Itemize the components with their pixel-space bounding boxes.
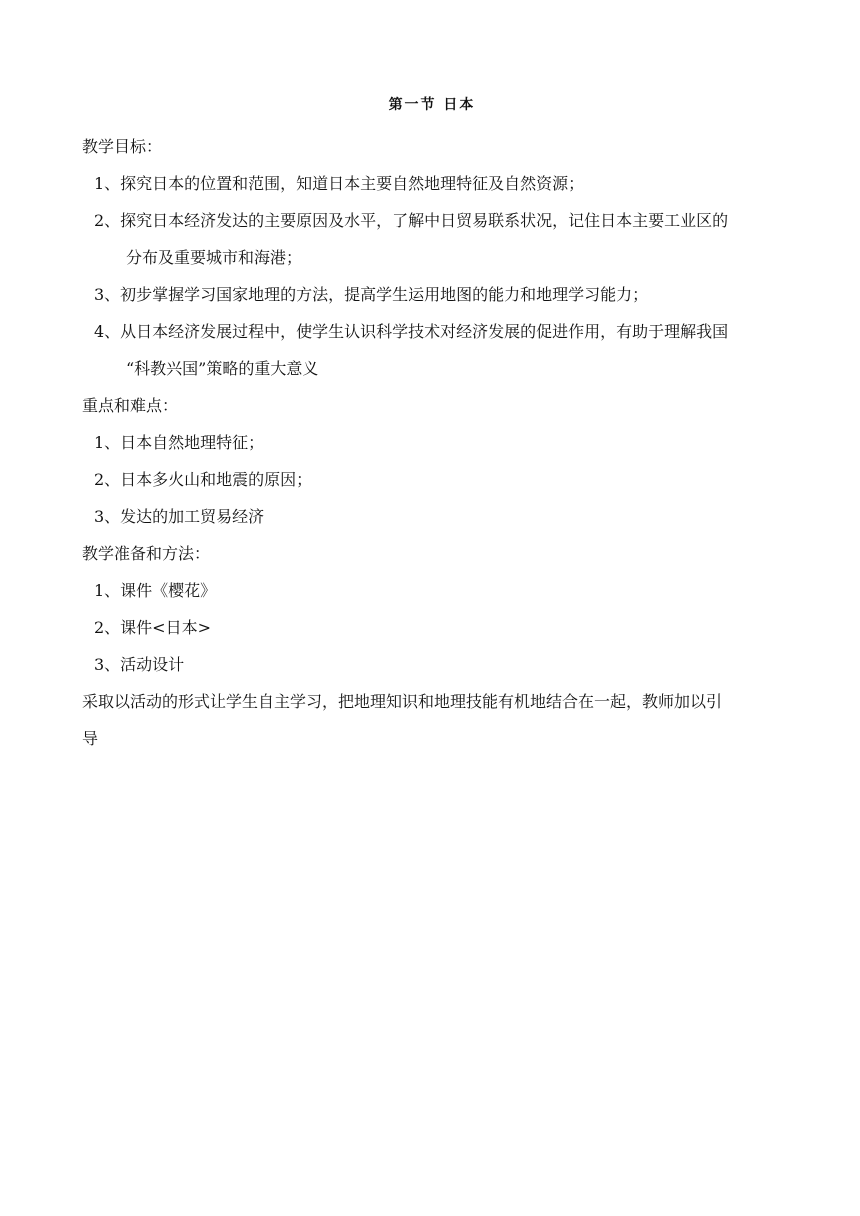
key-point-item-3: 3、发达的加工贸易经济 xyxy=(94,507,265,526)
section-heading-key-points: 重点和难点： xyxy=(82,396,179,415)
method-paragraph-line-1: 采取以活动的形式让学生自主学习，把地理知识和地理技能有机地结合在一起，教师加以引 xyxy=(82,692,723,711)
preparation-item-2: 2、课件<日本> xyxy=(94,618,211,637)
objective-item-3: 3、初步掌握学习国家地理的方法，提高学生运用地图的能力和地理学习能力； xyxy=(94,285,649,304)
document-title: 第一节 日本 xyxy=(388,97,476,113)
key-point-item-1: 1、日本自然地理特征； xyxy=(94,433,265,452)
preparation-item-1: 1、课件《樱花》 xyxy=(94,581,217,600)
preparation-item-3: 3、活动设计 xyxy=(94,655,185,674)
document-page xyxy=(82,92,782,757)
method-paragraph-line-2: 导 xyxy=(82,729,99,748)
objective-item-2: 2、探究日本经济发达的主要原因及水平，了解中日贸易联系状况，记住日本主要工业区的 xyxy=(94,211,729,230)
key-point-item-2: 2、日本多火山和地震的原因； xyxy=(94,470,313,489)
section-heading-preparation: 教学准备和方法： xyxy=(82,544,211,563)
objective-item-4: 4、从日本经济发展过程中，使学生认识科学技术对经济发展的促进作用，有助于理解我国 xyxy=(94,322,729,341)
objective-item-4-continuation: “科教兴国”策略的重大意义 xyxy=(126,359,319,378)
objective-item-1: 1、探究日本的位置和范围，知道日本主要自然地理特征及自然资源； xyxy=(94,174,585,193)
objective-item-2-continuation: 分布及重要城市和海港； xyxy=(126,248,303,267)
section-heading-objectives: 教学目标： xyxy=(82,137,163,156)
